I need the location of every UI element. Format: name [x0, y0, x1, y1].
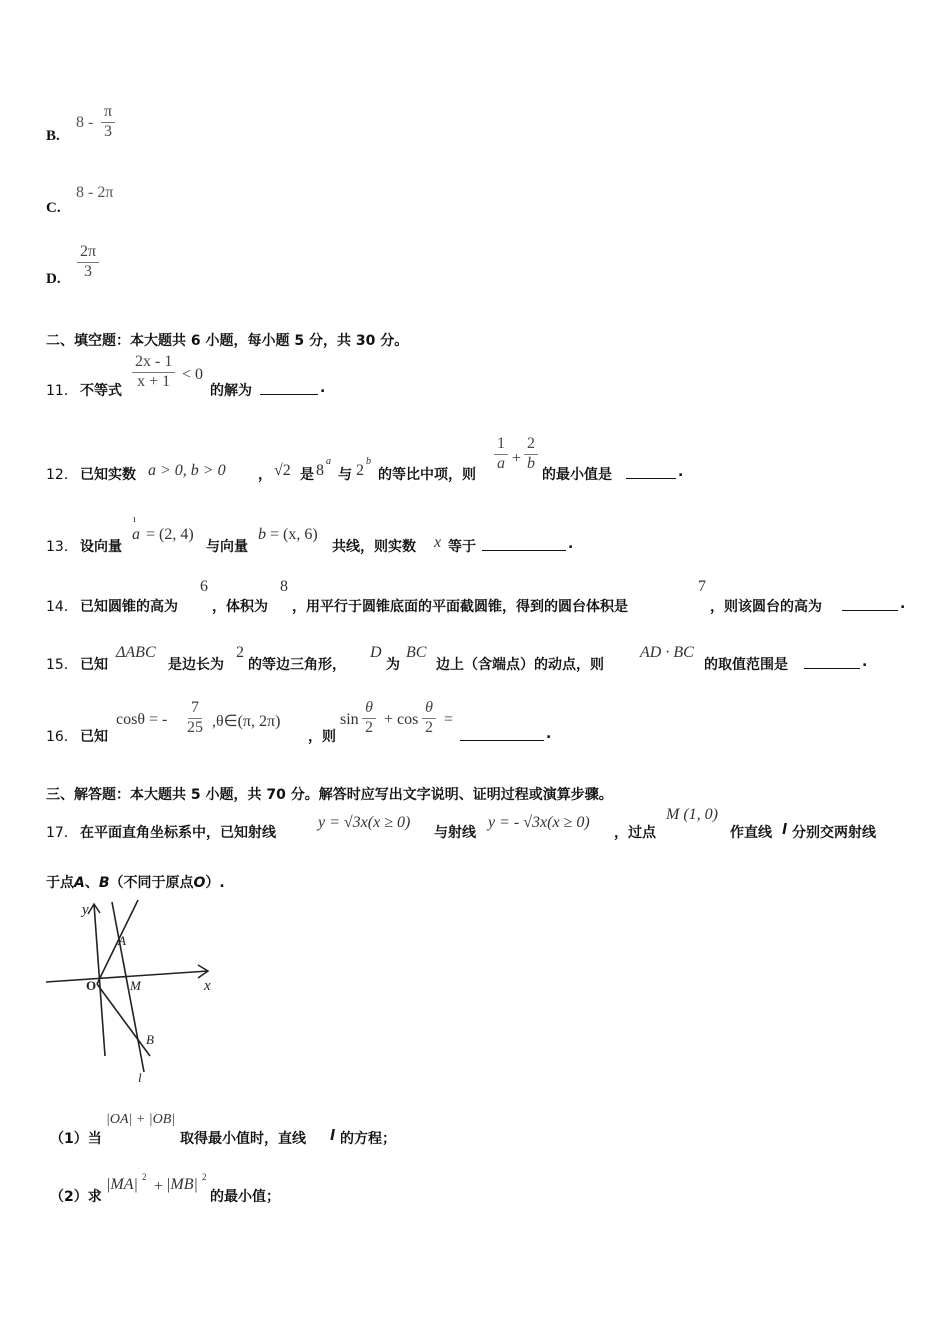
- q12-condition: a > 0, b > 0: [148, 462, 226, 479]
- q12-exp-a: a: [326, 456, 331, 467]
- q12-sqrt2: √2: [274, 462, 291, 479]
- option-d-fraction: [77, 244, 99, 281]
- q16-fraction: [184, 700, 206, 737]
- q11-relation: < 0: [182, 366, 204, 383]
- q14-period: .: [900, 596, 906, 612]
- label-m: M: [130, 978, 141, 993]
- q12-fraction-1: [494, 436, 508, 473]
- q14-text-pre: 已知圆锥的高为: [80, 599, 178, 615]
- q13-vector-a: a: [132, 526, 140, 543]
- q17-text-mid2: ，过点: [614, 825, 656, 841]
- coordinate-figure: [40, 898, 230, 1088]
- q12-is: 是: [300, 467, 314, 483]
- q14-number: 14．: [46, 599, 78, 615]
- q14-frustum-volume: 7: [698, 578, 706, 595]
- section-2-title: 二、填空题：本大题共 6 小题，每小题 5 分，共 30 分。: [46, 333, 409, 349]
- option-b-denominator: 3: [104, 122, 113, 140]
- q13-text-post: 共线，则实数: [332, 539, 416, 555]
- option-b-fraction: [101, 104, 115, 141]
- option-d-denominator: 3: [84, 262, 93, 280]
- sub1-label: （1）当: [50, 1131, 102, 1147]
- q17-text-post2: 分别交两射线: [792, 825, 876, 841]
- q16-half-theta-2: [422, 700, 436, 737]
- q15-point-d: D: [370, 644, 382, 661]
- option-c-expr: 8 - 2π: [76, 184, 114, 201]
- q17-number: 17．: [46, 825, 78, 841]
- sub2-text-post: 的最小值；: [210, 1189, 280, 1205]
- q15-number: 15．: [46, 657, 78, 673]
- q12-base-8: 8: [316, 462, 324, 479]
- q12-fraction-2: [524, 436, 538, 473]
- q17-text-post: 作直线: [730, 825, 772, 841]
- q12-period: .: [678, 464, 684, 480]
- label-l: l: [138, 1070, 142, 1085]
- sub2-mb: |MB|: [166, 1176, 198, 1193]
- q17-close-paren: ）.: [205, 875, 225, 891]
- sub2-plus: +: [154, 1178, 164, 1195]
- q16-number: 16．: [46, 729, 78, 745]
- q12-comma: ，: [258, 467, 272, 483]
- q11-denominator: x + 1: [137, 372, 171, 390]
- option-c-label: C.: [46, 200, 61, 216]
- q15-text-mid4: 边上（含端点）的动点，则: [436, 657, 604, 673]
- option-b-prefix: 8 -: [76, 114, 94, 131]
- q17-line-2: [46, 872, 225, 892]
- sub2-square-1: 2: [142, 1172, 147, 1182]
- q14-text-mid2: ，用平行于圆锥底面的平面截圆锥，得到的圆台体积是: [292, 599, 628, 615]
- q14-answer-blank[interactable]: [842, 598, 898, 611]
- q15-text-pre: 已知: [80, 657, 108, 673]
- q15-text-mid1: 是边长为: [168, 657, 224, 673]
- q14-text-post: ，则该圆台的高为: [710, 599, 822, 615]
- q12-text-post: 的最小值是: [542, 467, 612, 483]
- label-a: A: [118, 933, 126, 948]
- q12-plus: +: [512, 450, 522, 467]
- q12-f1-denominator: a: [497, 454, 505, 472]
- option-d-numerator: 2π: [77, 244, 99, 263]
- q17-point-m: M (1, 0): [666, 806, 718, 823]
- q13-vector-b: b: [258, 526, 266, 543]
- q12-base-2: 2: [356, 462, 364, 479]
- sub1-text-post: 取得最小值时，直线: [180, 1131, 306, 1147]
- q12-f1-numerator: 1: [494, 436, 508, 455]
- q13-variable-x: x: [434, 534, 442, 551]
- q13-vector-mark: ı: [133, 514, 136, 525]
- q16-half1-denominator: 2: [365, 718, 373, 736]
- q15-text-mid3: 为: [386, 657, 400, 673]
- q16-numerator: 7: [188, 700, 202, 719]
- q11-fraction: [132, 354, 175, 391]
- q15-answer-blank[interactable]: [804, 656, 860, 669]
- q13-text-pre: 设向量: [80, 539, 122, 555]
- option-d-label: D.: [46, 271, 61, 287]
- q17-separator: 、: [84, 875, 99, 891]
- q14-text-mid1: ，体积为: [212, 599, 268, 615]
- q16-half1-numerator: θ: [362, 700, 376, 719]
- option-b-label: B.: [46, 128, 60, 144]
- q17-text-mid: 与射线: [434, 825, 476, 841]
- q14-volume: 8: [280, 578, 288, 595]
- label-x: x: [204, 978, 211, 994]
- section-3-title: 三、解答题：本大题共 5 小题，共 70 分。解答时应写出文字说明、证明过程或演算步骤。: [46, 787, 613, 803]
- q16-equals: =: [444, 711, 454, 728]
- q16-period: .: [546, 726, 552, 742]
- q13-answer-blank[interactable]: [482, 538, 566, 551]
- q13-vector-b-value: = (x, 6): [270, 526, 318, 543]
- q16-half-theta-1: [362, 700, 376, 737]
- q12-text-pre: 已知实数: [80, 467, 136, 483]
- q11-answer-blank[interactable]: [260, 382, 318, 395]
- q13-period: .: [568, 536, 574, 552]
- q15-text-mid2: 的等边三角形，: [248, 657, 346, 673]
- q16-text-pre: 已知: [80, 729, 108, 745]
- q11-number: 11．: [46, 383, 78, 399]
- q12-number: 12．: [46, 467, 78, 483]
- sub1-text-post2: 的方程；: [340, 1131, 396, 1147]
- q15-segment-bc: BC: [406, 644, 427, 661]
- label-origin: O: [86, 978, 97, 993]
- q17-ray-2: y = - √3x(x ≥ 0): [488, 814, 590, 831]
- sub1-line-l: l: [330, 1128, 335, 1144]
- sub2-ma: |MA|: [106, 1176, 138, 1193]
- option-b-numerator: π: [101, 104, 115, 123]
- q17-origin: O: [193, 875, 206, 891]
- q17-ray-1: y = √3x(x ≥ 0): [318, 814, 411, 831]
- q15-text-post: 的取值范围是: [704, 657, 788, 673]
- q17-line-l: l: [782, 822, 787, 838]
- q14-height: 6: [200, 578, 208, 595]
- q15-period: .: [862, 654, 868, 670]
- q12-exp-b: b: [366, 456, 371, 467]
- q13-text-post2: 等于: [448, 539, 476, 555]
- q16-denominator: 25: [187, 718, 203, 736]
- q17-point-b: B: [98, 875, 110, 891]
- q13-number: 13．: [46, 539, 78, 555]
- q13-text-mid: 与向量: [206, 539, 248, 555]
- sub1-expression: |OA| + |OB|: [106, 1112, 176, 1127]
- q11-numerator: 2x - 1: [132, 354, 175, 373]
- q12-and: 与: [338, 467, 352, 483]
- q11-period: .: [320, 380, 326, 396]
- q15-triangle: ΔABC: [116, 644, 156, 661]
- q16-cos-theta: cosθ = -: [116, 711, 168, 728]
- label-b: B: [146, 1032, 154, 1047]
- q16-sin: sin: [340, 711, 359, 728]
- label-y: y: [82, 902, 89, 918]
- q17-points-text: 于点: [46, 875, 74, 891]
- q12-answer-blank[interactable]: [626, 466, 676, 479]
- q12-f2-denominator: b: [527, 454, 535, 472]
- q12-f2-numerator: 2: [524, 436, 538, 455]
- q16-text-mid: ，则: [308, 729, 336, 745]
- q12-text-mid: 的等比中项，则: [378, 467, 476, 483]
- q16-half2-denominator: 2: [425, 718, 433, 736]
- q17-point-a: A: [74, 875, 85, 891]
- q16-range: ,θ∈(π, 2π): [212, 713, 281, 730]
- q15-side-length: 2: [236, 644, 244, 661]
- sub2-label: （2）求: [50, 1189, 102, 1205]
- q16-answer-blank[interactable]: [460, 728, 544, 741]
- q16-plus-cos: + cos: [384, 711, 419, 728]
- q16-half2-numerator: θ: [422, 700, 436, 719]
- q13-vector-a-value: = (2, 4): [146, 526, 194, 543]
- q15-dot-product: AD · BC: [640, 644, 694, 661]
- q11-text-pre: 不等式: [80, 383, 122, 399]
- q17-text-pre: 在平面直角坐标系中，已知射线: [80, 825, 276, 841]
- sub2-square-2: 2: [202, 1172, 207, 1182]
- q17-paren-text: （不同于原点: [109, 875, 194, 891]
- q11-text-post: 的解为: [210, 383, 252, 399]
